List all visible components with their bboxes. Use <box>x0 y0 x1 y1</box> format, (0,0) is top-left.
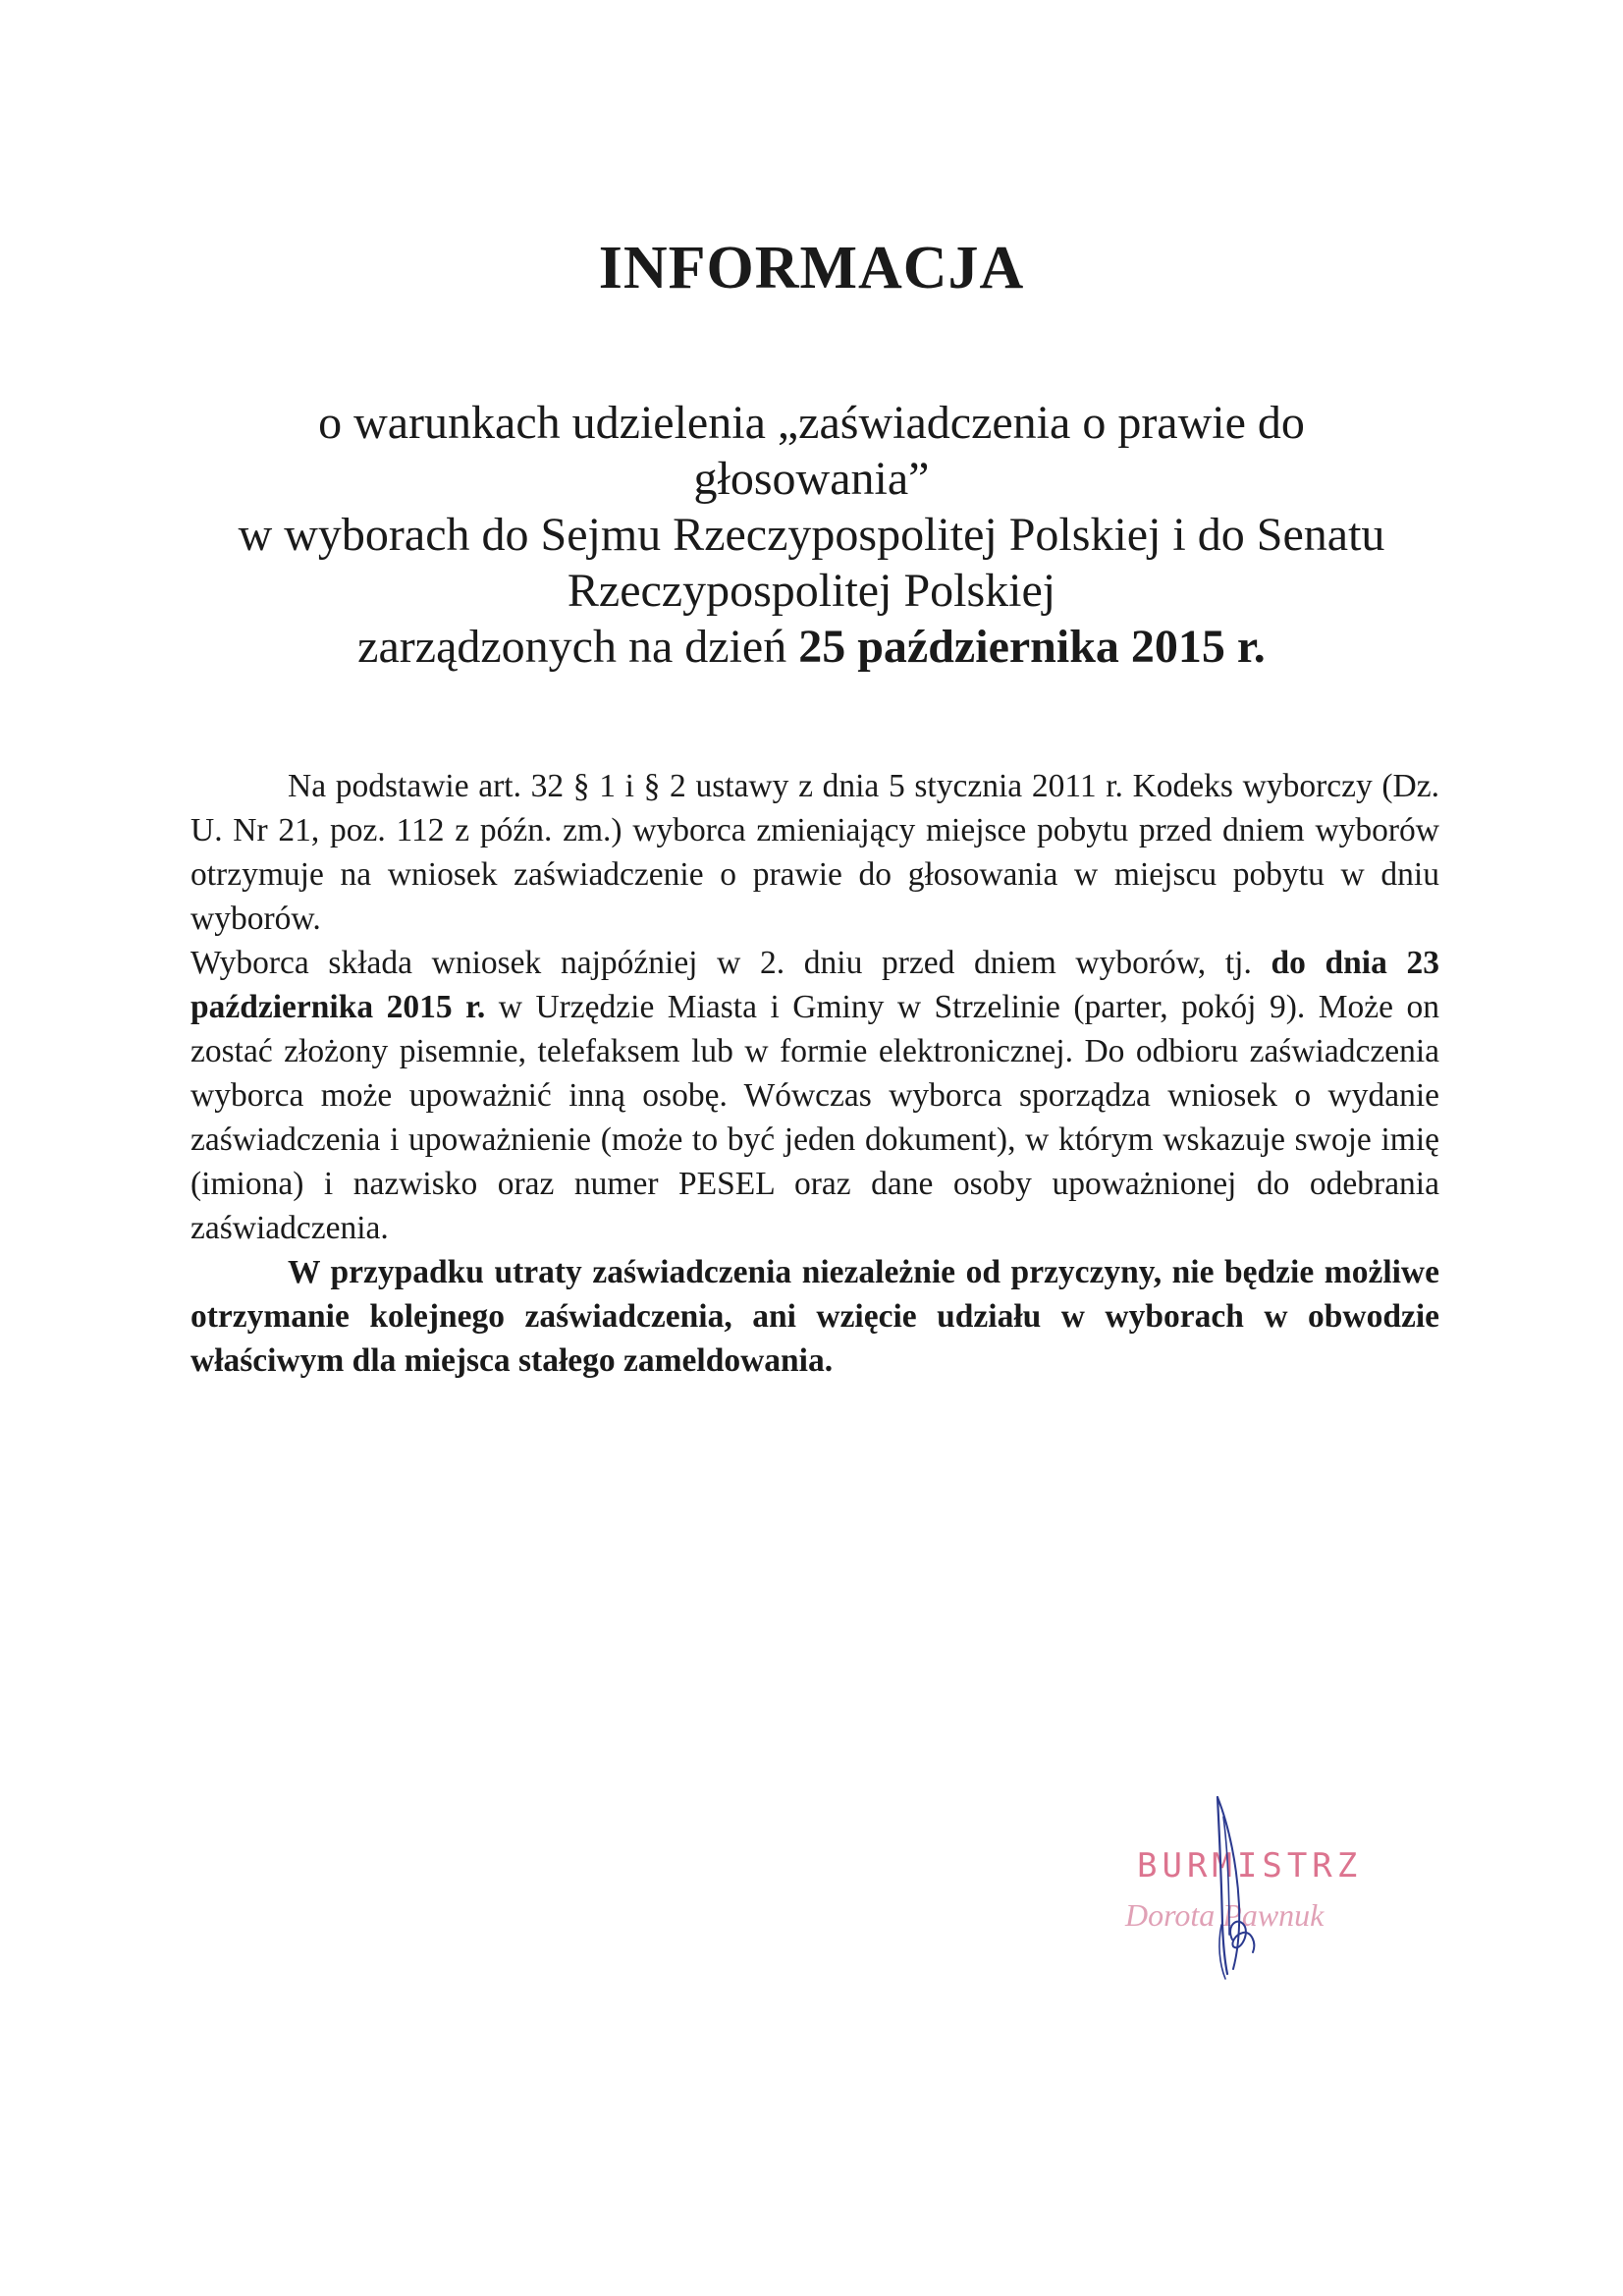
document-body <box>190 764 1439 1383</box>
mayor-stamp <box>1119 1777 1414 1994</box>
election-date: 25 października 2015 r. <box>798 621 1266 673</box>
paragraph-legal-basis: Na podstawie art. 32 § 1 i § 2 ustawy z dnia 5 stycznia 2011 r. Kodeks wyborczy (Dz. U. Nr 21, poz. 112 z późn. zm.) wyborca zmieniający miejsce pobytu przed dniem wyborów otrzymuje na wniosek zaświadczenie o prawie do głosowania w miejscu pobytu w dniu wyborów. <box>190 768 1439 937</box>
stamp-name: Dorota Pawnuk <box>1125 1897 1325 1933</box>
stamp-role: BURMISTRZ <box>1137 1846 1363 1886</box>
handwritten-signature <box>1178 1777 1296 1994</box>
subtitle-line-1: o warunkach udzielenia „zaświadczenia o prawie do <box>318 397 1305 449</box>
subtitle-line-2: głosowania” <box>693 453 930 505</box>
paragraph-warning: W przypadku utraty zaświadczenia niezależnie od przyczyny, nie będzie możliwe otrzymanie kolejnego zaświadczenia, ani wzięcie udziału w wyborach w obwodzie właściwym dla miejsca stałego zameldowania. <box>190 1254 1439 1379</box>
subtitle-line-5 <box>196 619 1427 675</box>
application-deadline: do dnia 23 października 2015 r. <box>190 945 1440 1025</box>
subtitle-line-3: w wyborach do Sejmu Rzeczypospolitej Polskiej i do Senatu <box>238 509 1385 561</box>
document-subtitle <box>196 395 1427 675</box>
subtitle-line-4: Rzeczypospolitej Polskiej <box>567 565 1056 617</box>
subtitle-line-5-text: zarządzonych na dzień <box>357 621 799 673</box>
document-title: INFORMACJA <box>598 235 1025 301</box>
paragraph-application-details: w Urzędzie Miasta i Gminy w Strzelinie (parter, pokój 9). Może on zostać złożony pisemnie, telefaksem lub w formie elektronicznej. Do odbioru zaświadczenia wyborca może upoważnić inną osobę. Wówczas wyborca sporządza wniosek o wydanie zaświadczenia i upoważnienie (może to być jeden dokument), w którym wskazuje swoje imię (imiona) i nazwisko oraz numer PESEL oraz dane osoby upoważnionej do odebrania zaświadczenia. <box>190 989 1439 1246</box>
paragraph-application <box>190 941 1439 1250</box>
paragraph-application-intro: Wyborca składa wniosek najpóźniej w 2. dniu przed dniem wyborów, tj. <box>190 945 1271 981</box>
